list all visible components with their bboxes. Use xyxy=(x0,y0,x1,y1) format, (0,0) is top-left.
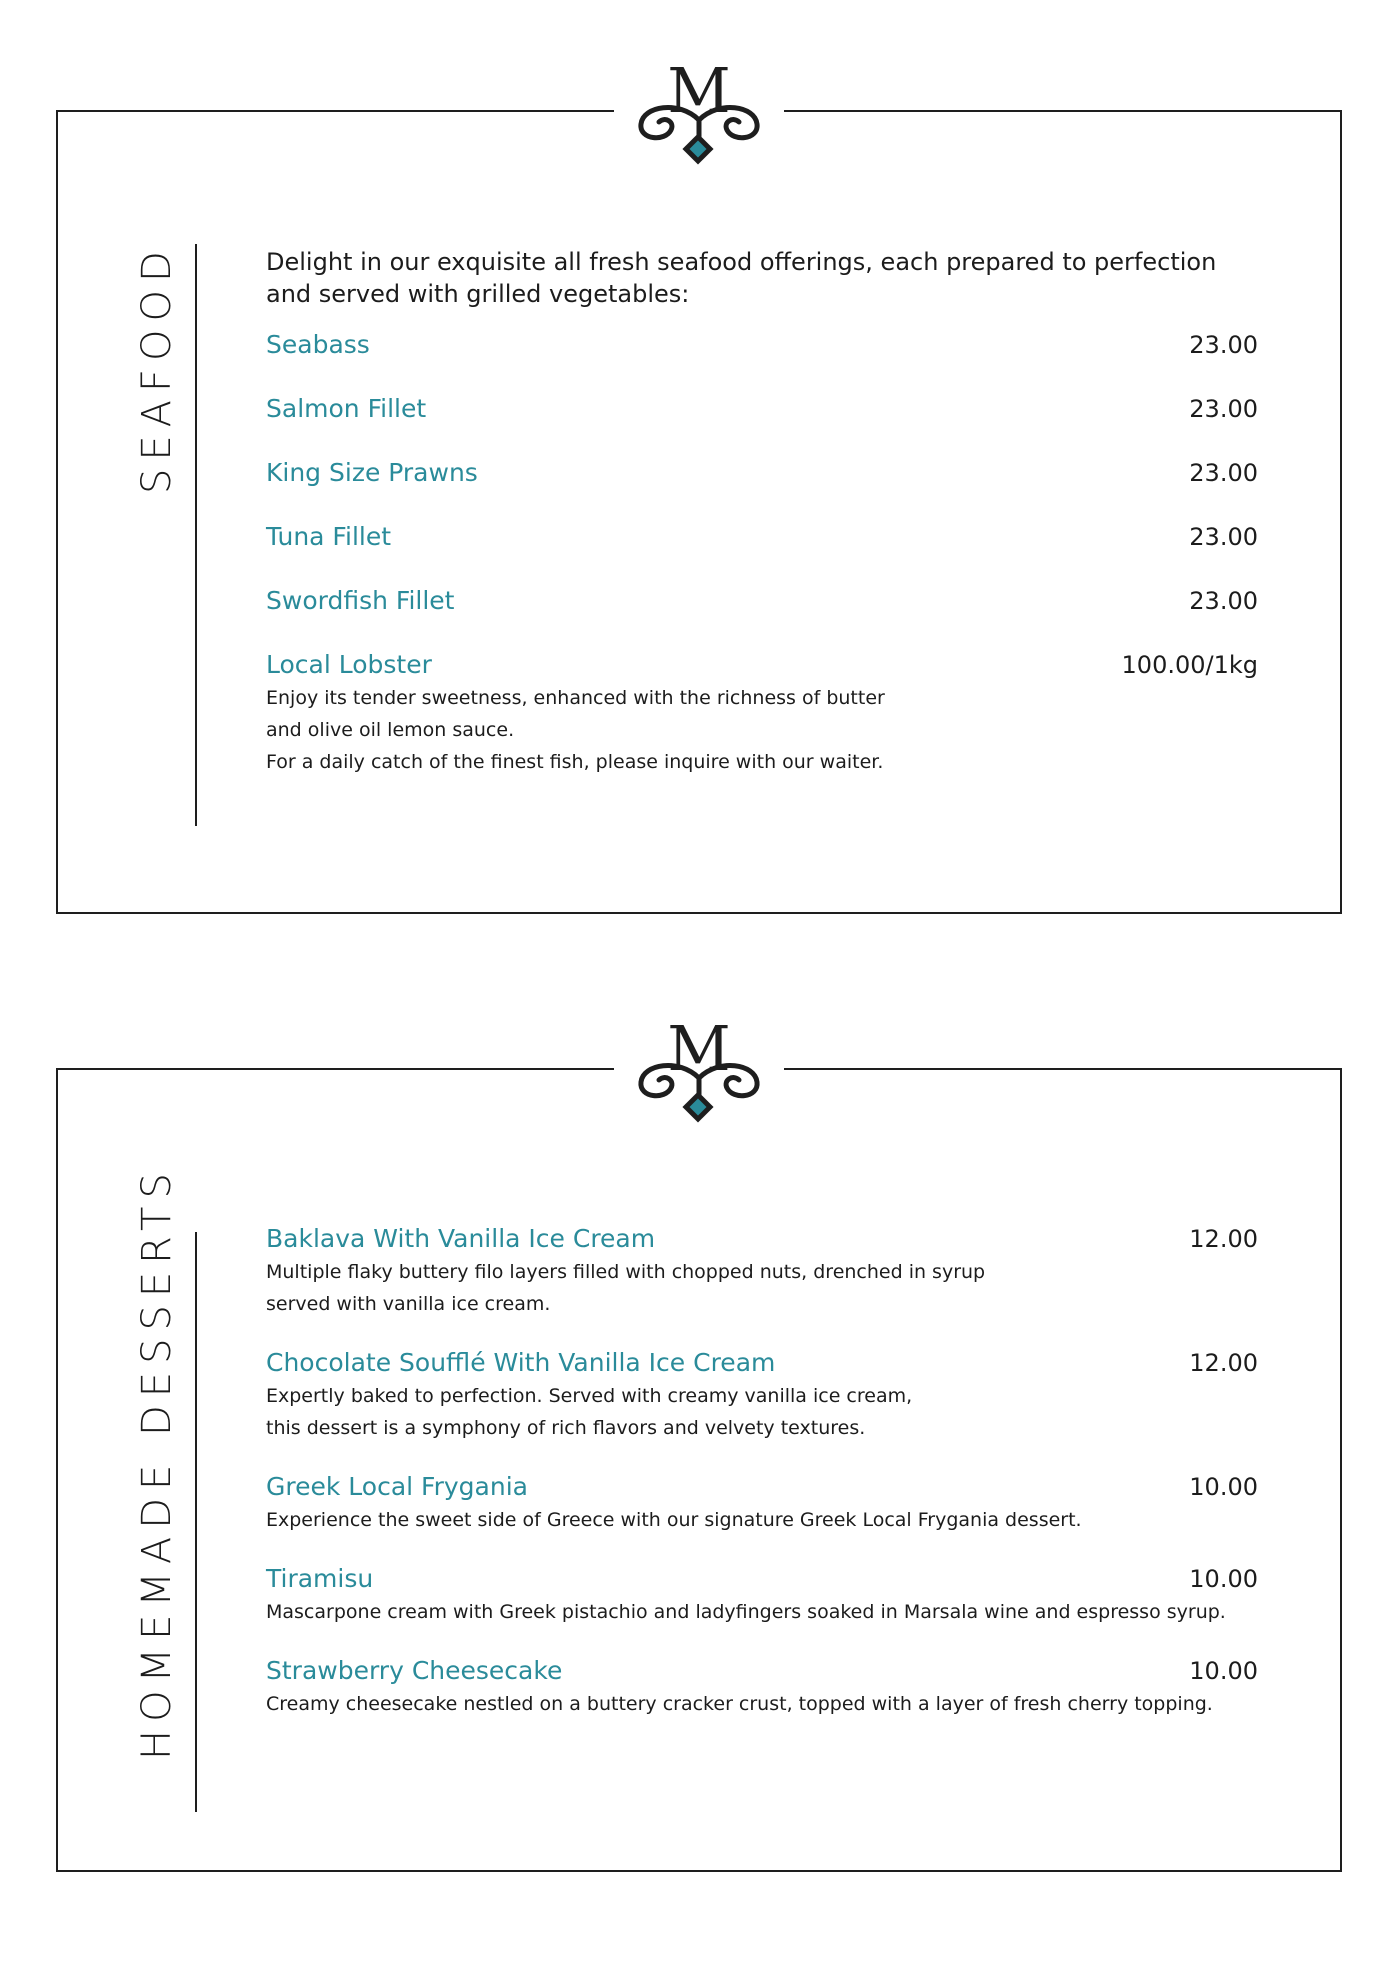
menu-item-strawberry-cheesecake xyxy=(266,1654,1258,1720)
menu-item-king-size-prawns xyxy=(266,456,1258,490)
desserts-content xyxy=(266,1222,1258,1720)
desserts-divider xyxy=(195,1232,197,1812)
menu-item-chocolate-souffle xyxy=(266,1346,1258,1444)
item-price: 10.00 xyxy=(1189,1565,1258,1593)
item-name: Seabass xyxy=(266,330,370,359)
item-name: Tiramisu xyxy=(266,1564,374,1593)
item-name: Salmon Fillet xyxy=(266,394,427,423)
svg-text:M: M xyxy=(667,1012,731,1085)
item-description: Enjoy its tender sweetness, enhanced with the richness of butter and olive oil lemon sauce. For a daily catch of the finest fish, please inquire with our waiter. xyxy=(266,687,885,773)
seafood-intro: Delight in our exquisite all fresh seafood offerings, each prepared to perfection and served with grilled vegetables: xyxy=(266,248,1217,308)
item-price: 23.00 xyxy=(1189,523,1258,551)
seafood-panel xyxy=(56,54,1342,914)
item-name: Local Lobster xyxy=(266,650,432,679)
item-description: Mascarpone cream with Greek pistachio and ladyfingers soaked in Marsala wine and espresso syrup. xyxy=(266,1601,1226,1623)
desserts-section-title: HOMEMADE DESSERTS xyxy=(134,1165,180,1760)
seafood-divider xyxy=(195,244,197,826)
menu-item-baklava xyxy=(266,1222,1258,1320)
item-name: Chocolate Soufflé With Vanilla Ice Cream xyxy=(266,1348,776,1377)
m-monogram-logo-icon xyxy=(614,50,784,170)
item-price: 23.00 xyxy=(1189,395,1258,423)
svg-text:M: M xyxy=(667,54,731,127)
item-name: King Size Prawns xyxy=(266,458,478,487)
item-name: Swordfish Fillet xyxy=(266,586,455,615)
item-price: 23.00 xyxy=(1189,331,1258,359)
menu-item-tiramisu xyxy=(266,1562,1258,1628)
item-price: 10.00 xyxy=(1189,1473,1258,1501)
item-name: Greek Local Frygania xyxy=(266,1472,528,1501)
item-name: Baklava With Vanilla Ice Cream xyxy=(266,1224,656,1253)
menu-item-swordfish-fillet xyxy=(266,584,1258,618)
item-price: 10.00 xyxy=(1189,1657,1258,1685)
menu-item-greek-local-frygania xyxy=(266,1470,1258,1536)
item-description: Expertly baked to perfection. Served with creamy vanilla ice cream, this dessert is a symphony of rich flavors and velvety textures. xyxy=(266,1385,913,1439)
seafood-content xyxy=(266,246,1258,808)
item-price: 12.00 xyxy=(1189,1349,1258,1377)
item-description: Creamy cheesecake nestled on a buttery cracker crust, topped with a layer of fresh cherry topping. xyxy=(266,1693,1213,1715)
item-price: 100.00/1kg xyxy=(1121,651,1258,679)
menu-item-seabass xyxy=(266,328,1258,362)
item-price: 23.00 xyxy=(1189,587,1258,615)
menu-item-local-lobster xyxy=(266,648,1258,778)
menu-item-tuna-fillet xyxy=(266,520,1258,554)
item-price: 23.00 xyxy=(1189,459,1258,487)
seafood-section-title: SEAFOOD xyxy=(134,243,180,494)
menu-item-salmon-fillet xyxy=(266,392,1258,426)
item-name: Strawberry Cheesecake xyxy=(266,1656,563,1685)
m-monogram-logo-icon xyxy=(614,1008,784,1128)
item-name: Tuna Fillet xyxy=(266,522,392,551)
item-description: Experience the sweet side of Greece with our signature Greek Local Frygania dessert. xyxy=(266,1509,1082,1531)
item-description: Multiple flaky buttery filo layers filled with chopped nuts, drenched in syrup served with vanilla ice cream. xyxy=(266,1261,986,1315)
item-price: 12.00 xyxy=(1189,1225,1258,1253)
desserts-panel xyxy=(56,1012,1342,1872)
